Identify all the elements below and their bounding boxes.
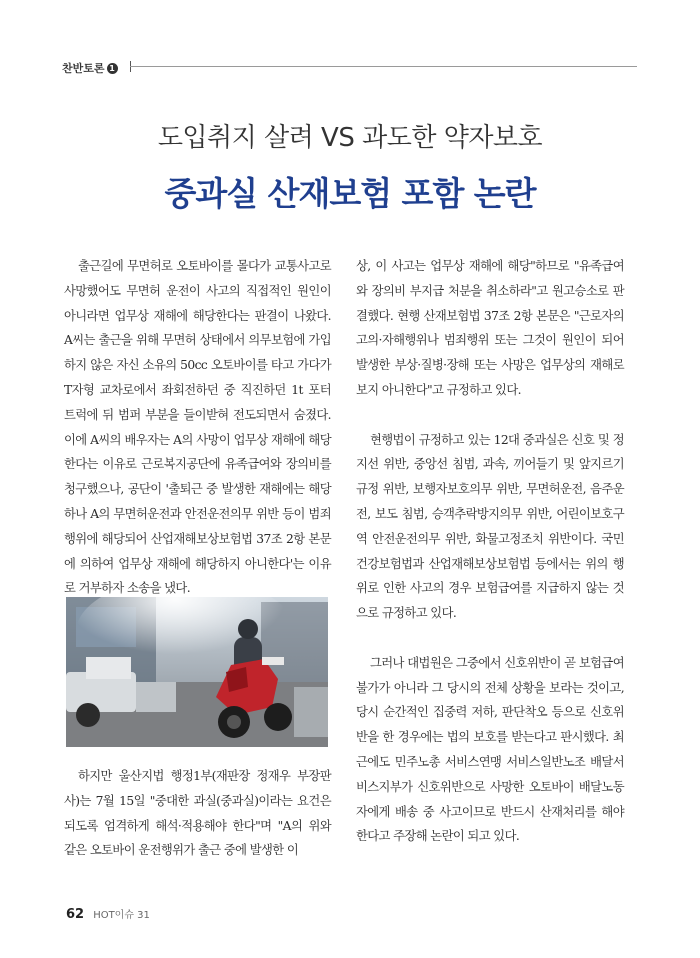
header-rule — [130, 66, 637, 67]
page-footer — [66, 903, 150, 922]
body-paragraph: 하지만 울산지법 행정1부(재판장 정재우 부장판사)는 7월 15일 "중대한 과실(중과실)이라는 요건은 되도록 엄격하게 해석·적용해야 한다"며 "A의 위와 같은 오토바이 운전행위가 출근 중에 발생한 이 — [64, 769, 331, 858]
body-paragraph: 상, 이 사고는 업무상 재해에 해당"하므로 "유족급여와 장의비 부지급 처분을 취소하라"고 원고승소로 판결했다. 현행 산재보험법 37조 2항 본문은 "근로자의 고의·자해행위나 범죄행위 또는 그것이 원인이 되어 발생한 부상·질병·장해 또는 사망은 업무상의 재해로 보지 아니한다"고 규정하고 있다. — [356, 259, 624, 397]
body-column-right — [356, 254, 624, 849]
body-paragraph: 출근길에 무면허로 오토바이를 몰다가 교통사고로 사망했어도 무면허 운전이 사고의 직접적인 원인이 아니라면 업무상 재해에 해당한다는 판결이 나왔다. A씨는 출근을 위해 무면허 상태에서 의무보험에 가입하지 않은 자신 소유의 50cc 오토바이를 타고 가다가 T자형 교차로에서 좌회전하던 중 직진하던 1t 포터 트럭에 뒤 범퍼 부분을 들이받혀 전도되면서 숨졌다. 이에 A씨의 배우자는 A의 사망이 업무상 재해에 해당한다는 이유로 근로복지공단에 유족급여와 장의비를 청구했으나, 공단이 '출퇴근 중 발생한 재해에는 해당하나 A의 무면허운전과 안전운전의무 위반 등이 범죄행위에 해당되어 산업재해보상보험법 37조 2항 본문에 의하여 업무상 재해에 해당하지 아니한다'는 이유로 거부하자 소송을 냈다. — [64, 259, 331, 596]
section-number-badge: 1 — [107, 63, 118, 74]
body-paragraph: 그러나 대법원은 그중에서 신호위반이 곧 보험급여불가가 아니라 그 당시의 전체 상황을 보라는 것이고, 당시 순간적인 집중력 저하, 판단착오 등으로 신호위반을 한 경우에는 법의 보호를 받는다고 판시했다. 최근에도 민주노총 서비스연맹 서비스일반노조 배달서비스지부가 신호위반으로 사망한 오토바이 배달노동자에게 배송 중 사고이므로 반드시 산재처리를 해야 한다고 주장해 논란이 되고 있다. — [356, 655, 624, 844]
page-number: 62 — [66, 907, 85, 922]
section-label-text: 찬반토론 — [62, 62, 105, 75]
body-paragraph: 현행법이 규정하고 있는 12대 중과실은 신호 및 정지선 위반, 중앙선 침범, 과속, 끼어들기 및 앞지르기 규정 위반, 보행자보호의무 위반, 무면허운전, 음주운전, 보도 침범, 승객추락방지의무 위반, 어린이보호구역 안전운전의무 위반, 화물고정조치 위반이다. 국민건강보험법과 산업재해보상보험법 등에서는 위의 행위로 인한 사고의 경우 보험급여를 지급하지 않는 것으로 규정하고 있다. — [356, 432, 624, 621]
section-header — [62, 60, 637, 74]
body-column-left-bottom — [64, 764, 331, 863]
article-photo — [66, 597, 328, 747]
article-subtitle: 도입취지 살려 VS 과도한 약자보호 — [157, 123, 543, 153]
issue-label: HOT이슈 31 — [93, 910, 150, 921]
article-title: 중과실 산재보험 포함 논란 — [164, 174, 536, 213]
motorcycle-photo-icon — [66, 597, 328, 747]
section-label — [62, 60, 118, 76]
body-column-left-top — [64, 254, 331, 601]
